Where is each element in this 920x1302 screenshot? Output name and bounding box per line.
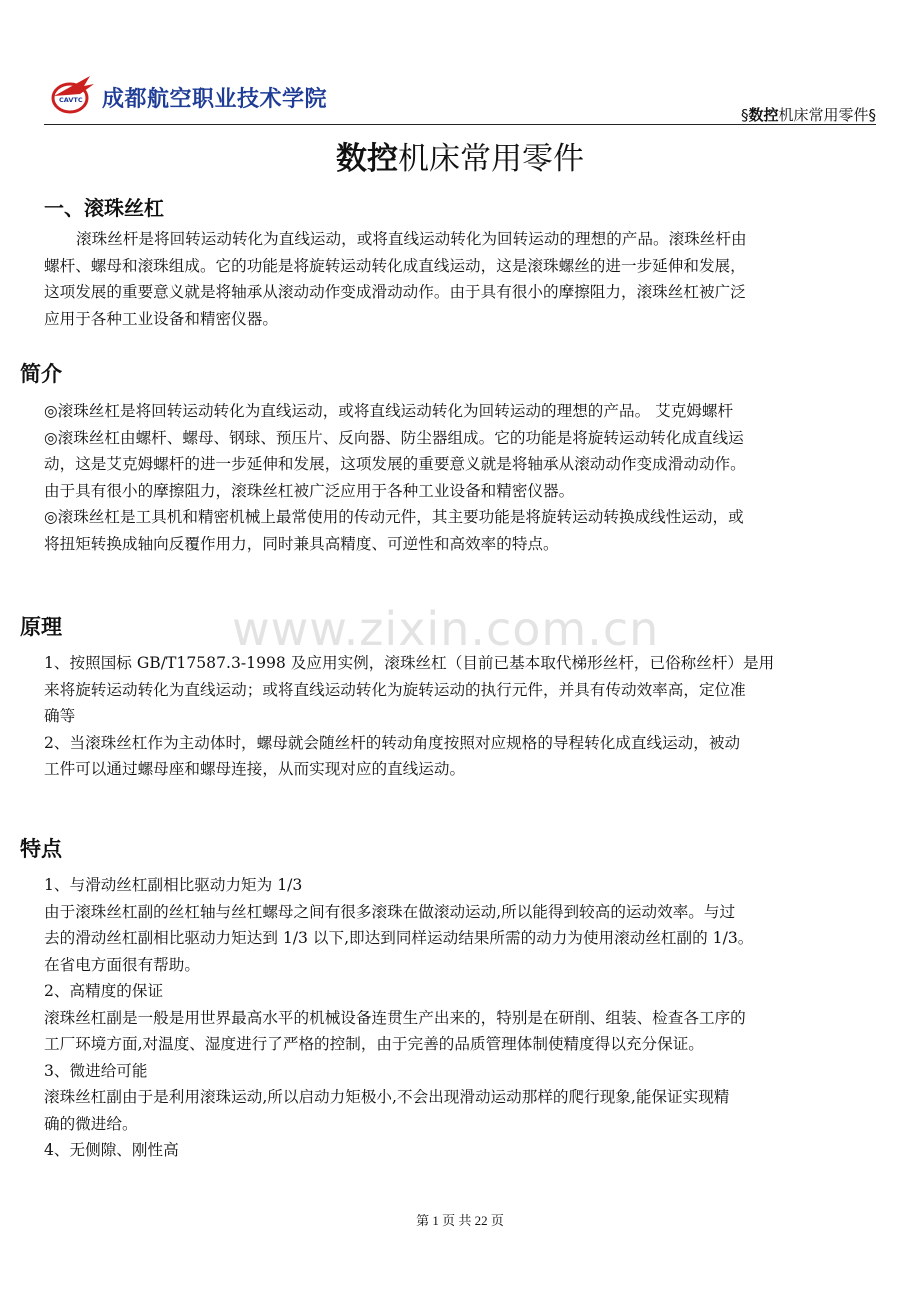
paragraph-line: 在省电方面很有帮助。 [44, 955, 200, 974]
paragraph-line: 1、与滑动丝杠副相比驱动力矩为 1/3 [44, 876, 303, 894]
paragraph-line: 确等 [44, 707, 76, 725]
running-header [741, 104, 876, 125]
section-heading-ball-screw: 一、滚珠丝杠 [44, 196, 164, 220]
paragraph-line: ◎滚珠丝杠是工具机和精密机械上最常使用的传动元件，其主要功能是将旋转运动转换成线性运动，或 [44, 508, 744, 526]
paragraph-line: 动，这是艾克姆螺杆的进一步延伸和发展，这项发展的重要意义就是将轴承从滚动动作变成滑动动作。 [44, 455, 746, 473]
document-title [0, 133, 920, 178]
watermark: www.zixin.com.cn [232, 602, 660, 656]
section-mark-left: § [740, 106, 749, 124]
paragraph-line: 滚珠丝杠副由于是利用滚珠运动,所以启动力矩极小,不会出现滑动运动那样的爬行现象,能保证实现精 [44, 1088, 730, 1106]
paragraph-line: ◎滚珠丝杠是将回转运动转化为直线运动，或将直线运动转化为回转运动的理想的产品。 艾克姆螺杆 [44, 402, 734, 420]
section-intro-paragraph [44, 398, 876, 557]
section-heading-principle: 原理 [20, 615, 62, 639]
logo-badge-text: CAVTC [59, 96, 83, 104]
title-bold: 数控 [336, 141, 398, 177]
paragraph-line: ◎滚珠丝杠由螺杆、螺母、钢球、预压片、反向器、防尘器组成。它的功能是将旋转运动转化成直线运 [44, 428, 744, 447]
paragraph-line: 滚珠丝杆是将回转运动转化为直线运动，或将直线运动转化为回转运动的理想的产品。滚珠丝杆由 [76, 230, 747, 248]
running-header-bold: 数控 [748, 106, 779, 124]
paragraph-line: 去的滑动丝杠副相比驱动力矩达到 1/3 以下,即达到同样运动结果所需的动力为使用滚动丝杠副的 1/3。 [44, 929, 754, 947]
section-features-paragraph [44, 872, 876, 1164]
section-mark-right: § [868, 106, 876, 124]
running-header-text: 机床常用零件 [778, 106, 869, 124]
paragraph-line: 这项发展的重要意义就是将轴承从滚动动作变成滑动动作。由于具有很小的摩擦阻力，滚珠丝杠被广泛 [44, 283, 746, 301]
section-ball-screw-paragraph [44, 226, 876, 332]
paragraph-line: 2、当滚珠丝杠作为主动体时，螺母就会随丝杆的转动角度按照对应规格的导程转化成直线运动，被动 [44, 733, 741, 752]
paragraph-line: 4、无侧隙、刚性高 [44, 1141, 179, 1159]
paragraph-line: 3、微进给可能 [44, 1061, 148, 1080]
paragraph-line: 由于具有很小的摩擦阻力，滚珠丝杠被广泛应用于各种工业设备和精密仪器。 [44, 481, 575, 500]
paragraph-line: 2、高精度的保证 [44, 982, 164, 1000]
paragraph-line: 将扭矩转换成轴向反覆作用力，同时兼具高精度、可逆性和高效率的特点。 [44, 534, 559, 553]
section-principle-paragraph [44, 650, 876, 783]
aircraft-emblem-icon [50, 72, 96, 116]
section-heading-intro: 简介 [20, 362, 62, 386]
institution-logo [50, 70, 380, 118]
section-heading-features: 特点 [20, 837, 62, 861]
paragraph-line: 应用于各种工业设备和精密仪器。 [44, 309, 278, 328]
institution-name: 成都航空职业技术学院 [102, 87, 328, 112]
page-number: 第 1 页 共 22 页 [416, 1213, 504, 1228]
paragraph-line: 确的微进给。 [44, 1114, 138, 1133]
paragraph-line: 由于滚珠丝杠副的丝杠轴与丝杠螺母之间有很多滚珠在做滚动运动,所以能得到较高的运动效率。与过 [44, 902, 736, 921]
title-rest: 机床常用零件 [398, 141, 584, 177]
paragraph-line: 滚珠丝杠副是一般是用世界最高水平的机械设备连贯生产出来的，特别是在研削、组装、检查各工序的 [44, 1008, 746, 1027]
paragraph-line: 来将旋转运动转化为直线运动；或将直线运动转化为旋转运动的执行元件，并具有传动效率高，定位准 [44, 680, 746, 699]
paragraph-line: 工厂环境方面,对温度、湿度进行了严格的控制，由于完善的品质管理体制使精度得以充分保证。 [44, 1035, 704, 1053]
paragraph-line: 螺杆、螺母和滚珠组成。它的功能是将旋转运动转化成直线运动，这是滚珠螺丝的进一步延伸和发展， [44, 256, 746, 275]
paragraph-line: 1、按照国标 GB/T17587.3-1998 及应用实例，滚珠丝杠（目前已基本取代梯形丝杆，已俗称丝杆）是用 [44, 654, 775, 672]
header-rule [44, 124, 876, 125]
paragraph-line: 工件可以通过螺母座和螺母连接，从而实现对应的直线运动。 [44, 760, 466, 778]
